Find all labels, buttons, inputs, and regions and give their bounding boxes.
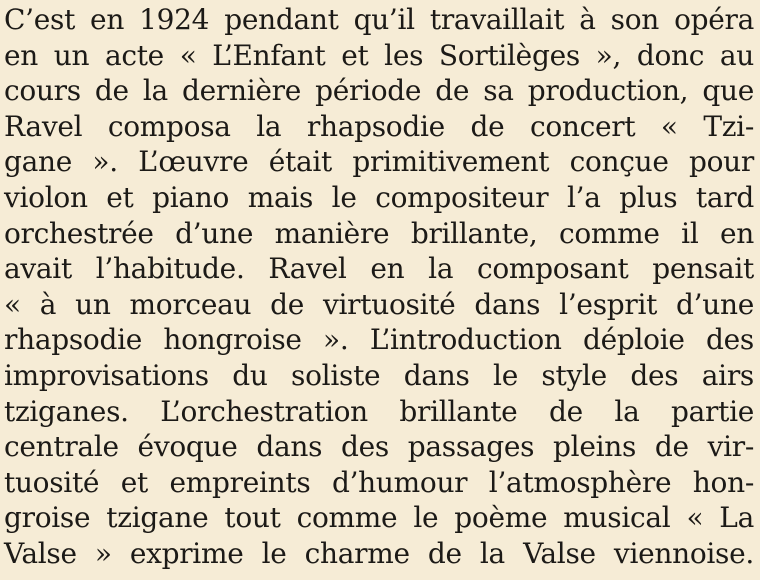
text-line-15: groise tzigane tout comme le poème musical « La bbox=[4, 501, 754, 535]
body-paragraph bbox=[4, 2, 754, 572]
text-line-11: improvisations du soliste dans le style des airs bbox=[4, 358, 754, 392]
text-line-9: « à un morceau de virtuosité dans l’esprit d’une bbox=[4, 287, 754, 321]
text-line-13: centrale évoque dans des passages pleins de vir- bbox=[4, 430, 754, 464]
text-line-4: Ravel composa la rhapsodie de concert « Tzi- bbox=[4, 109, 754, 143]
text-line-10: rhapsodie hongroise ». L’introduction déploie des bbox=[4, 323, 754, 357]
text-line-6: violon et piano mais le compositeur l’a plus tard bbox=[4, 180, 754, 214]
text-line-7: orchestrée d’une manière brillante, comme il en bbox=[4, 216, 754, 250]
text-line-3: cours de la dernière période de sa production, que bbox=[4, 74, 754, 108]
text-line-5: gane ». L’œuvre était primitivement conçue pour bbox=[4, 145, 754, 179]
text-line-8: avait l’habitude. Ravel en la composant pensait bbox=[4, 252, 754, 286]
text-line-12: tziganes. L’orchestration brillante de la partie bbox=[4, 394, 754, 428]
text-line-2: en un acte « L’Enfant et les Sortilèges », donc au bbox=[4, 38, 754, 72]
text-line-16: Valse » exprime le charme de la Valse viennoise. bbox=[4, 536, 754, 570]
text-line-1: C’est en 1924 pendant qu’il travaillait à son opéra bbox=[4, 3, 754, 36]
text-line-14: tuosité et empreints d’humour l’atmosphère hon- bbox=[4, 465, 754, 499]
